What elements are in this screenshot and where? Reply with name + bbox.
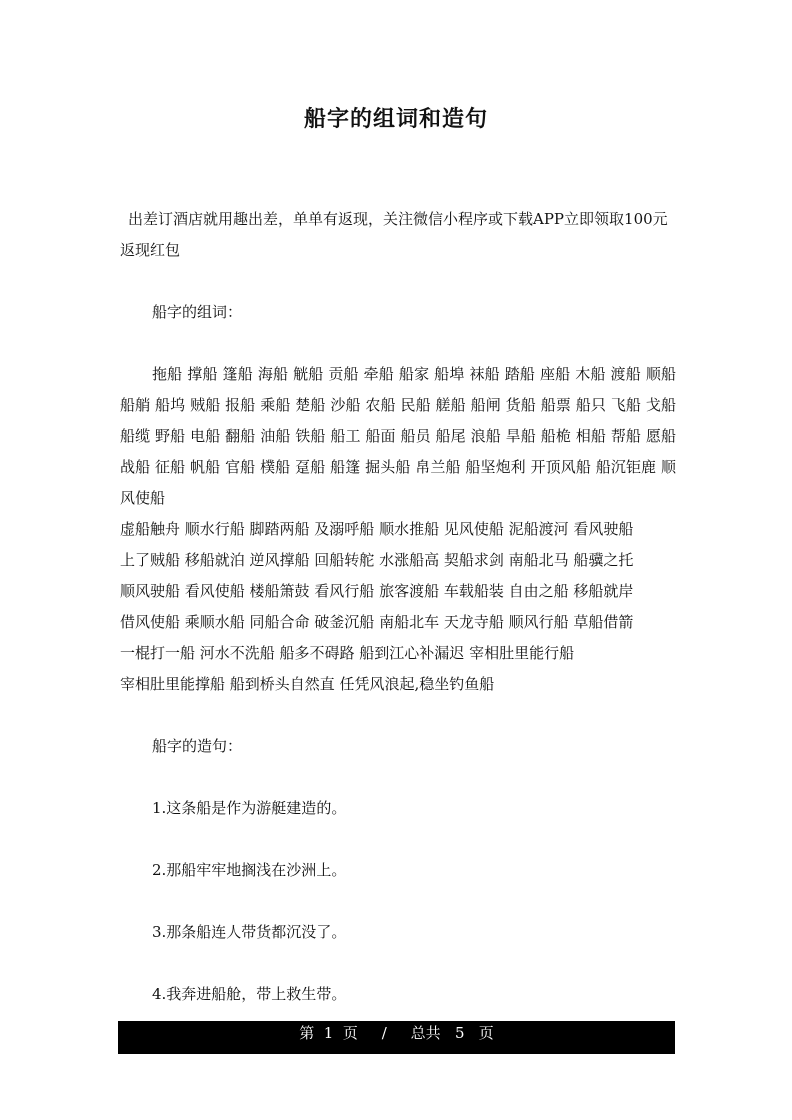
idiom-line: 上了贼船 移船就泊 逆风撑船 回船转舵 水涨船高 契船求剑 南船北马 船骥之托 bbox=[120, 551, 634, 569]
total-label: 总共 bbox=[410, 1024, 441, 1042]
page-unit: 页 bbox=[342, 1024, 358, 1042]
promo-text: 出差订酒店就用趣出差，单单有返现，关注微信小程序或下载APP立即领取100元返现红包 bbox=[120, 210, 668, 259]
page-separator: / bbox=[381, 1024, 387, 1042]
page-footer bbox=[118, 1021, 675, 1054]
idiom-line: 宰相肚里能撑船 船到桥头自然直 任凭风浪起,稳坐钓鱼船 bbox=[120, 675, 495, 693]
idiom-line: 虚船触舟 顺水行船 脚踏两船 及溺呼船 顺水推船 见风使船 泥船渡河 看风驶船 bbox=[120, 520, 634, 538]
sentences-heading: 船字的造句： bbox=[152, 737, 243, 755]
sentence-item: 3.那条船连人带货都沉没了。 bbox=[152, 923, 347, 941]
idiom-line: 一棍打一船 河水不洗船 船多不碍路 船到江心补漏迟 宰相肚里能行船 bbox=[120, 644, 575, 662]
idiom-line: 顺风驶船 看风使船 楼船箫鼓 看风行船 旅客渡船 车载船装 自由之船 移船就岸 bbox=[120, 582, 634, 600]
words-heading: 船字的组词： bbox=[152, 303, 243, 321]
total-unit: 页 bbox=[478, 1024, 494, 1042]
document-body bbox=[120, 204, 676, 1041]
current-page-number: 1 bbox=[323, 1024, 334, 1042]
page-title: 船字的组词和造句 bbox=[303, 106, 488, 132]
sentence-item: 2.那船牢牢地搁浅在沙洲上。 bbox=[152, 861, 347, 879]
page-label: 第 bbox=[299, 1024, 315, 1042]
sentence-item: 1.这条船是作为游艇建造的。 bbox=[152, 799, 347, 817]
sentence-item: 4.我奔进船舱，带上救生带。 bbox=[152, 985, 347, 1003]
idiom-line: 借风使船 乘顺水船 同船合命 破釜沉船 南船北车 天龙寺船 顺风行船 草船借箭 bbox=[120, 613, 634, 631]
words-paragraph: 拖船 撑船 篷船 海船 觥船 贡船 牵船 船家 船埠 袜船 踏船 座船 木船 渡船 顺船 船艄 船坞 贼船 报船 乘船 楚船 沙船 农船 民船 艖船 船闸 货船 船票 船只 飞船 戈船 船缆 野船 电船 翻船 油船 铁船 船工 船面 船员 船尾 浪船 旱船 船桅 相船 帮船 愿船 战船 征船 帆船 官船 樸船 趸船 船篷 掘头船 帛兰船 船坚炮利 开顶风船 船沉钜鹿 顺风使船 bbox=[120, 365, 676, 507]
total-pages-number: 5 bbox=[454, 1024, 465, 1042]
